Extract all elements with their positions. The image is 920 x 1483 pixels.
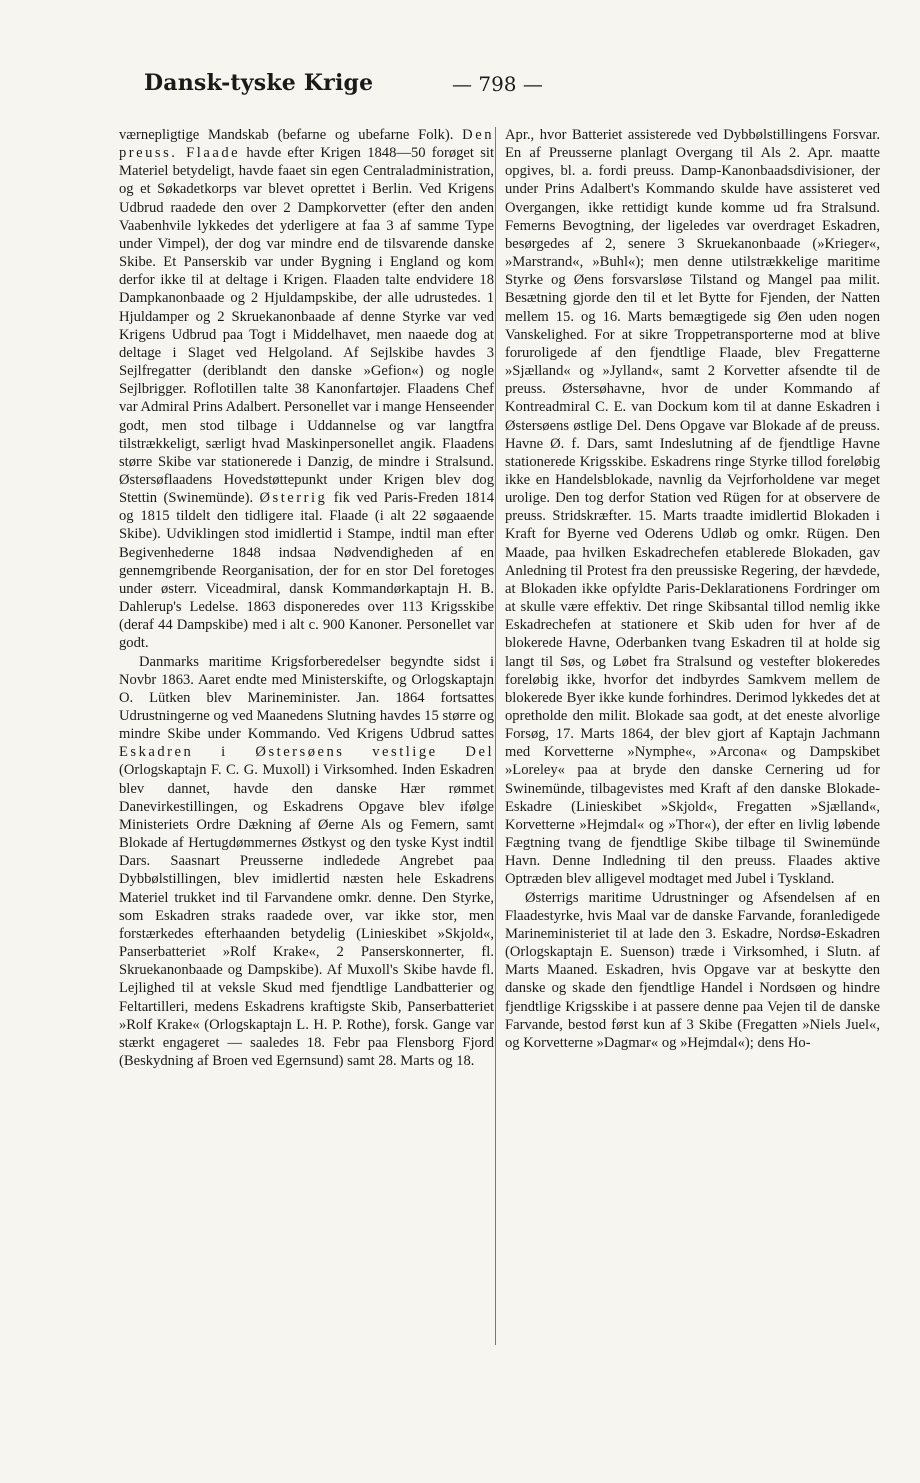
paragraph — [119, 653, 494, 1071]
left-column — [119, 126, 494, 1070]
spaced-heading: Østerrig — [259, 490, 328, 507]
column-divider — [495, 127, 496, 1345]
page-number: — 798 — — [452, 72, 543, 96]
paragraph — [119, 126, 494, 653]
spaced-heading: Den preuss. Flaade — [119, 127, 494, 162]
right-column — [505, 126, 880, 1052]
text-run: (Orlogskaptajn F. C. G. Muxoll) i Virksomhed. Inden Eskadren blev dannet, havde den danske Hær rømmet Danevirkestillingen, og Eskadrens Opgave blev ifølge Ministeriets Ordre Dækning af Øerne Als og Femern, samt Blokade af Hertugdømmernes Østkyst og den tyske Kyst indtil Dars. Saasnart Preusserne indledede Angrebet paa Dybbølstillingen, blev imidlertid næsten hele Eskadrens Materiel trukket ind til Farvandene omkr. denne. Den Styrke, som Eskadren straks raadede over, var ikke stor, men forstærkedes efterhaanden betydelig (Linieskibet »Skjold«, Panserbatteriet »Rolf Krake«, 2 Panserskonnerter, fl. Skruekanonbaade og Dampskibe). Af Muxoll's Skibe havde fl. Lejlighed til at veksle Skud med fjendtlige Landbatterier og Feltartilleri, medens Eskadrens kraftigste Skib, Panserbatteriet »Rolf Krake« (Orlogskaptajn L. H. P. Rothe), forsk. Gange var stærkt engageret — saaledes 18. Febr paa Flensborg Fjord (Beskydning af Broen ved Egernsund) samt 28. Marts og 18. — [119, 762, 494, 1069]
text-run: værnepligtige Mandskab (befarne og ubefarne Folk). — [119, 127, 463, 143]
paragraph: Apr., hvor Batteriet assisterede ved Dybbølstillingens Forsvar. En af Preusserne planlagt Overgang til Als 2. Apr. maatte opgives, bl. a. fordi preuss. Damp-Kanonbaadsdivisioner, der under Prins Adalbert's Kommando skulde have assisteret ved Overgangen, ikke rettidigt kunde komme ud fra Stralsund. Femerns Bevogtning, der ligeledes var overdraget Eskadren, besørgedes af 2, senere 3 Skruekanonbaade (»Krieger«, »Marstrand«, »Buhl«); men denne utilstrækkelige maritime Styrke og Øens forsvarsløse Tilstand og Mangel paa milit. Besætning gjorde den til et let Bytte for Fjenden, der Natten mellem 15. og 16. Marts bemægtigede sig Øen uden nogen Vanskelighed. For at sikre Troppetransporterne mod at blive foruroligede af den fjendtlige Flaade, blev Fregatterne »Sjælland« og »Jylland«, samt 2 Korvetter afsendte til de preuss. Østersøhavne, hvor de under Kommando af Kontreadmiral C. E. van Dockum kom til at danne Eskadren i Østersøens østlige Del. Dens Opgave var Blokade af de preuss. Havne Ø. f. Dars, samt Indeslutning af de fjendtlige Havne stationerede Krigsskibe. Eskadrens ringe Styrke tillod foreløbig ikke en Handelsblokade, navnlig da Vejrforholdene var meget urolige. Den tog derfor Station ved Rügen for at observere de preuss. Stridskræfter. 15. Marts traadte imidlertid Blokaden i Kraft for Byerne ved Oderens Udløb og omkr. Rügen. Den Maade, paa hvilken Eskadrechefen etablerede Blokaden, gav Anledning til Protest fra den preussiske Regering, der hævdede, at Blokaden ikke opfyldte Paris-Deklarationens Fordringer om at skulle være effektiv. Det ringe Skibsantal tillod nemlig ikke Eskadrechefen at stationere et Skib uden for hver af de blokerede Havne, Oderbanken tvang Eskadren til at holde sig langt til Søs, og Løbet fra Stralsund og vestefter blokeredes foreløbig ikke, hvorfor det indbyrdes Samkvem mellem de blokerede Byer ikke kunde forhindres. Derimod lykkedes det at opretholde den milit. Blokade saa godt, at det eneste alvorlige Forsøg, 17. Marts 1864, der blev gjort af Kaptajn Jachmann med Korvetterne »Nymphe«, »Arcona« og Dampskibet »Loreley« paa at bryde den danske Cernering ud for Swinemünde, tilbagevistes med Kraft af den danske Blokade-Eskadre (Linieskibet »Skjold«, Fregatten »Sjælland«, Korvetterne »Hejmdal« og »Thor«), der efter en livlig løbende Fægtning tvang de fjendtlige Skibe tilbage til Swinemünde Havn. Denne Indledning til den preuss. Flaades aktive Optræden blev alligevel modtaget med Jubel i Tyskland. — [505, 127, 880, 888]
text-run: fik ved Paris-Freden 1814 og 1815 tildelt den tidligere ital. Flaade (i alt 22 søgaaende Skibe). Udviklingen stod imidlertid i Stampe, indtil man efter Begivenhederne 1848 indsaa Nødvendigheden af en gennemgribende Reorganisation, der for en stor Del foretoges under østerr. Viceadmiral, dansk Kommandørkaptajn H. B. Dahlerup's Ledelse. 1863 disponeredes over 113 Krigsskibe (deraf 44 Dampskibe) med i alt c. 900 Kanoner. Personellet var godt. — [119, 490, 494, 652]
text-run: Danmarks maritime Krigsforberedelser begyndte sidst i Novbr 1863. Aaret endte med Ministerskifte, og Orlogskaptajn O. Lütken blev Marineminister. Jan. 1864 fortsattes Udrustningerne og ved Maanedens Slutning havdes 15 større og mindre Skibe under Kommando. Ved Krigens Udbrud sattes — [119, 653, 494, 743]
page-title: Dansk-tyske Krige — [144, 70, 374, 96]
spaced-heading: Eskadren i Østersøens vestlige Del — [119, 744, 494, 761]
page-header — [117, 66, 857, 106]
text-run: havde efter Krigen 1848—50 forøget sit Materiel betydeligt, havde faaet sin egen Centraladministration, og et Søkadetkorps var blevet oprettet i Berlin. Ved Krigens Udbrud raadede den over 2 Dampkorvetter (efter den anden Vaabenhvile lykkedes det yderligere at faa 3 af samme Type under Vimpel), der dog var mindre end de tilsvarende danske Skibe. Et Panserskib var under Bygning i England og kom derfor ikke til at deltage i Krigen. Flaaden talte endvidere 18 Dampkanonbaade og 2 Hjuldampskibe, der alle udrustedes. 1 Hjuldamper og 2 Skruekanonbaade af denne Styrke var ved Krigens Udbrud paa Togt i Middelhavet, men naaede dog at deltage i Slaget ved Helgoland. Af Sejlskibe havdes 3 Sejlfregatter (deriblandt den danske »Gefion«) og nogle Sejlbrigger. Roflotillen talte 38 Kanonfartøjer. Flaadens Chef var Admiral Prins Adalbert. Personellet var i mange Henseender godt, men stod tilbage i Uddannelse og var langtfra tilstrækkeligt, særligt hvad Maskinpersonellet angik. Flaadens større Skibe var stationerede i Danzig, de mindre i Stralsund. Østersøflaadens Hovedstøttepunkt under Krigen blev dog Stettin (Swinemünde). — [119, 145, 494, 507]
paragraph: Østerrigs maritime Udrustninger og Afsendelsen af en Flaadestyrke, hvis Maal var de danske Farvande, foranledigede Marineministeriet til at lade den 3. Eskadre, Nordsø-Eskadren (Orlogskaptajn E. Suenson) træde i Virksomhed, i Slutn. af Marts Maaned. Eskadren, hvis Opgave var at beskytte den danske og skade den fjendtlige Handel i Nordsøen og hindre fjendtlige Krigsskibe i at passere denne paa Vejen til de danske Farvande, bestod først kun af 3 Skibe (Fregatten »Niels Juel«, og Korvetterne »Dagmar« og »Hejmdal«); dens Ho- — [505, 889, 880, 1051]
